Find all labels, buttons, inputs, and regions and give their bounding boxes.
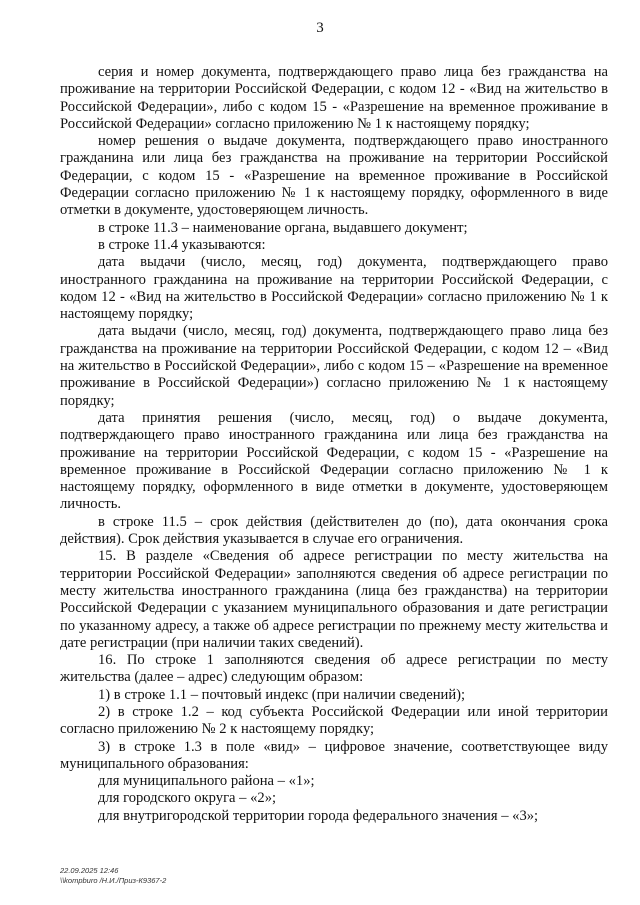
paragraph: в строке 11.4 указываются: (98, 236, 266, 253)
paragraph: 2) в строке 1.2 – код субъекта Российской Федерации или иной территории согласно приложению № 2 к настоящему порядку; (60, 703, 608, 738)
paragraph: в строке 11.5 – срок действия (действителен до (по), дата окончания срока действия). Срок действия указывается в случае его ограничения. (60, 513, 608, 548)
paragraph: 15. В разделе «Сведения об адресе регистрации по месту жительства на территории Российской Федерации» заполняются сведения об адресе регистрации по месту жительства иностранного гражданина (лица без гражданства) на территории Российской Федерации с указанием муниципального образования и дате регистрации по указанному адресу, а также об адресе регистрации по прежнему месту жительства и дате регистрации (при наличии таких сведений). (60, 548, 608, 651)
footer-timestamp: 22.09.2025 12:46 (60, 866, 119, 875)
paragraph: 3) в строке 1.3 в поле «вид» – цифровое значение, соответствующее виду муниципального образования: (60, 738, 608, 772)
paragraph: номер решения о выдаче документа, подтверждающего право иностранного гражданина или лица без гражданства на проживание на территории Российской Федерации, с кодом 15 - «Разрешение на временное проживание в Российской Федерации согласно приложению № 1 к настоящему порядку, оформленного в виде отметки в документе, удостоверяющем личность. (60, 133, 608, 219)
paragraph: для городского округа – «2»; (98, 790, 277, 807)
footer-file-ref: \\kompburo /Н.И./Приз-К9367-2 (60, 876, 167, 885)
paragraph: для муниципального района – «1»; (98, 773, 315, 790)
paragraph: 16. По строке 1 заполняются сведения об адресе регистрации по месту жительства (далее – адрес) следующим образом: (60, 652, 608, 686)
paragraph: дата принятия решения (число, месяц, год) о выдаче документа, подтверждающего право иностранного гражданина или лица без гражданства на проживание на территории Российской Федерации, с кодом 15 - «Разрешение на временное проживание в Российской Федерации согласно приложению № 1 к настоящему порядку, оформленного в виде отметки в документе, удостоверяющем личность. (60, 409, 608, 513)
paragraph: в строке 11.3 – наименование органа, выдавшего документ; (98, 219, 468, 236)
document-footer (60, 866, 166, 886)
document-body (60, 64, 608, 825)
paragraph: 1) в строке 1.1 – почтовый индекс (при наличии сведений); (98, 686, 466, 703)
paragraph: серия и номер документа, подтверждающего право лица без гражданства на проживание на территории Российской Федерации, с кодом 12 - «Вид на жительство в Российской Федерации», либо с кодом 15 - «Разрешение на временное проживание в Российской Федерации» согласно приложению № 1 к настоящему порядку; (60, 64, 608, 132)
paragraph: для внутригородской территории города федерального значения – «3»; (98, 807, 539, 824)
page-number: 3 (316, 20, 324, 36)
paragraph: дата выдачи (число, месяц, год) документа, подтверждающего право иностранного гражданина на проживание на территории Российской Федерации, с кодом 12 - «Вид на жительство в Российской Федерации» согласно приложению № 1 к настоящему порядку; (60, 254, 608, 323)
paragraph: дата выдачи (число, месяц, год) документа, подтверждающего право лица без гражданства на проживание на территории Российской Федерации, с кодом 12 – «Вид на жительство в Российской Федерации», либо с кодом 15 – «Разрешение на временное проживание в Российской Федерации») согласно приложению № 1 к настоящему порядку; (60, 323, 608, 409)
